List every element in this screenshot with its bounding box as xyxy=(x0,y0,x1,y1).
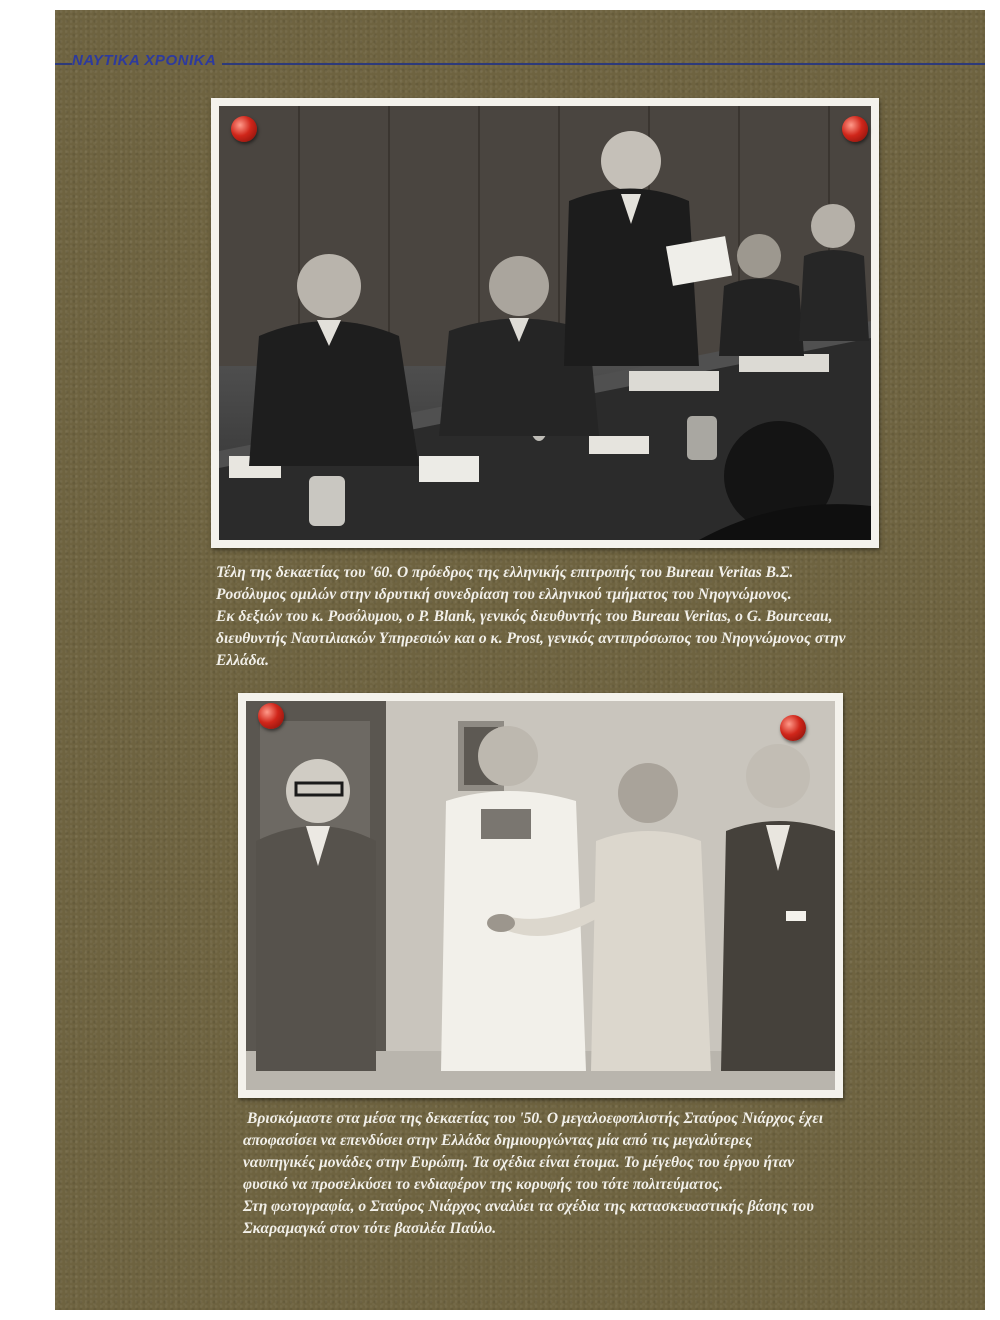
caption-line: διευθυντής Ναυτιλιακών Υπηρεσιών και ο κ. Prost, γενικός αντιπρόσωπος του Νηογνώμονος στην xyxy=(216,630,846,647)
photo-caption-2 xyxy=(243,1108,823,1240)
photo-frame-2 xyxy=(238,693,843,1098)
caption-line: Τέλη της δεκαετίας του '60. Ο πρόεδρος της ελληνικής επιτροπής του Bureau Veritas Β.Σ. xyxy=(216,564,794,581)
caption-line: Ελλάδα. xyxy=(216,652,270,669)
push-pin-left xyxy=(258,703,284,729)
caption-line: φυσικό να προσελκύσει το ενδιαφέρον της κορυφής του τότε πολιτεύματος. xyxy=(243,1176,724,1193)
push-pin-right xyxy=(780,715,806,741)
photo-shipyard-plans xyxy=(246,701,835,1090)
caption-line: Στη φωτογραφία, ο Σταύρος Νιάρχος αναλύει τα σχέδια της κατασκευαστικής βάσης του xyxy=(243,1198,814,1215)
push-pin-left xyxy=(231,116,257,142)
photo-shipyard-illustration xyxy=(246,701,835,1090)
photo-frame-1 xyxy=(211,98,879,548)
caption-line: Εκ δεξιών του κ. Ροσόλυμου, ο P. Blank, γενικός διευθυντής του Bureau Veritas, ο G. Bourceau, xyxy=(216,608,833,625)
caption-line: αποφασίσει να επενδύσει στην Ελλάδα δημιουργώντας μία από τις μεγαλύτερες xyxy=(243,1132,753,1149)
photo-caption-1 xyxy=(216,562,845,672)
caption-line: Ροσόλυμος ομιλών στην ιδρυτική συνεδρίαση του ελληνικού τμήματος του Νηογνώμονος. xyxy=(216,586,792,603)
magazine-title: ΝΑΥΤΙΚΑ ΧΡΟΝΙΚΑ xyxy=(72,52,222,69)
caption-line: Σκαραμαγκά στον τότε βασιλέα Παύλο. xyxy=(243,1220,497,1237)
push-pin-right xyxy=(842,116,868,142)
caption-line: ναυπηγικές μονάδες στην Ευρώπη. Τα σχέδια είναι έτοιμα. Το μέγεθος του έργου ήταν xyxy=(243,1154,795,1171)
caption-line: Βρισκόμαστε στα μέσα της δεκαετίας του '50. Ο μεγαλοεφοπλιστής Σταύρος Νιάρχος έχει xyxy=(247,1110,824,1127)
photo-meeting-illustration xyxy=(219,106,871,540)
photo-meeting xyxy=(219,106,871,540)
